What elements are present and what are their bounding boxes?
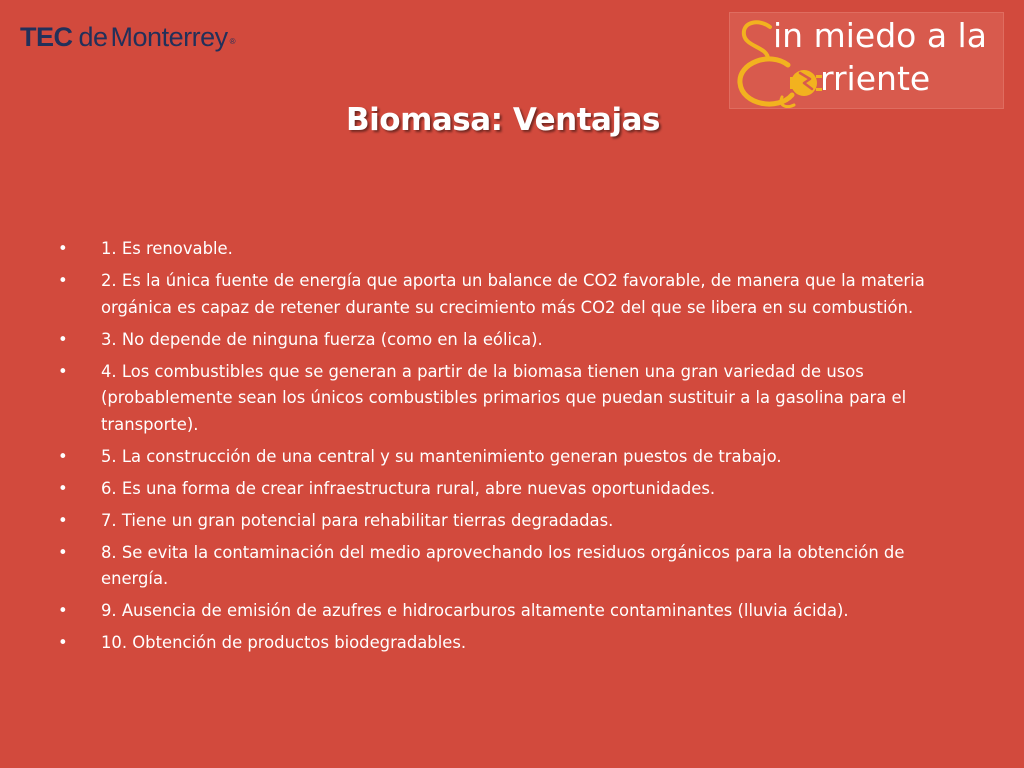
bullet-text: 10. Obtención de productos biodegradables. [101,633,467,652]
logo-de-text: de [78,22,108,52]
list-item [56,476,956,503]
brand-line-2: rriente [820,59,931,98]
list-item [56,268,956,321]
bullet-icon: • [58,633,68,652]
bullet-text: 8. Se evita la contaminación del medio aprovechando los residuos orgánicos para la obtención de energía. [101,542,905,588]
bullet-icon: • [58,510,68,530]
bullet-icon: • [58,478,68,498]
bullet-text: 2. Es la única fuente de energía que aporta un balance de CO2 favorable, de manera que la materia orgánica es capaz de retener durante su crecimiento más CO2 del que se libera en su combustión. [101,271,925,317]
bullet-icon: • [58,239,68,258]
registered-mark: ® [229,37,235,46]
slide-title: Biomasa: Ventajas [346,102,660,138]
bullet-text: 7. Tiene un gran potencial para rehabilitar tierras degradadas. [101,510,614,530]
bullet-icon: • [58,446,68,466]
bullet-icon: • [58,361,68,381]
list-item [56,540,956,593]
list-item [56,508,956,535]
list-item [56,236,956,263]
logo-monterrey-text: Monterrey [110,22,228,52]
bullet-icon: • [58,542,68,562]
bullet-icon: • [58,329,68,349]
bullet-text: 9. Ausencia de emisión de azufres e hidrocarburos altamente contaminantes (lluvia ácida). [101,601,849,620]
bullet-text: 4. Los combustibles que se generan a partir de la biomasa tienen una gran variedad de usos (probablemente sean los únicos combustibles primarios que puedan sustituir a la gasolina para el transporte). [101,361,907,434]
bullet-icon: • [58,271,68,290]
tec-de-monterrey-logo [20,22,235,58]
brand-line-1: in miedo a la [773,16,987,55]
list-item [56,444,956,471]
list-item [56,630,956,657]
bullet-text: 3. No depende de ninguna fuerza (como en la eólica). [101,329,543,349]
logo-tec-text: TEC [20,22,73,52]
bullet-text: 5. La construcción de una central y su mantenimiento generan puestos de trabajo. [101,446,782,466]
list-item [56,327,956,354]
bullet-list [56,236,956,662]
bullet-text: 6. Es una forma de crear infraestructura rural, abre nuevas oportunidades. [101,478,716,498]
bullet-text: 1. Es renovable. [101,239,233,258]
sin-miedo-a-la-corriente-logo [729,12,1004,109]
list-item [56,359,956,439]
list-item [56,598,956,625]
bullet-icon: • [58,601,68,620]
